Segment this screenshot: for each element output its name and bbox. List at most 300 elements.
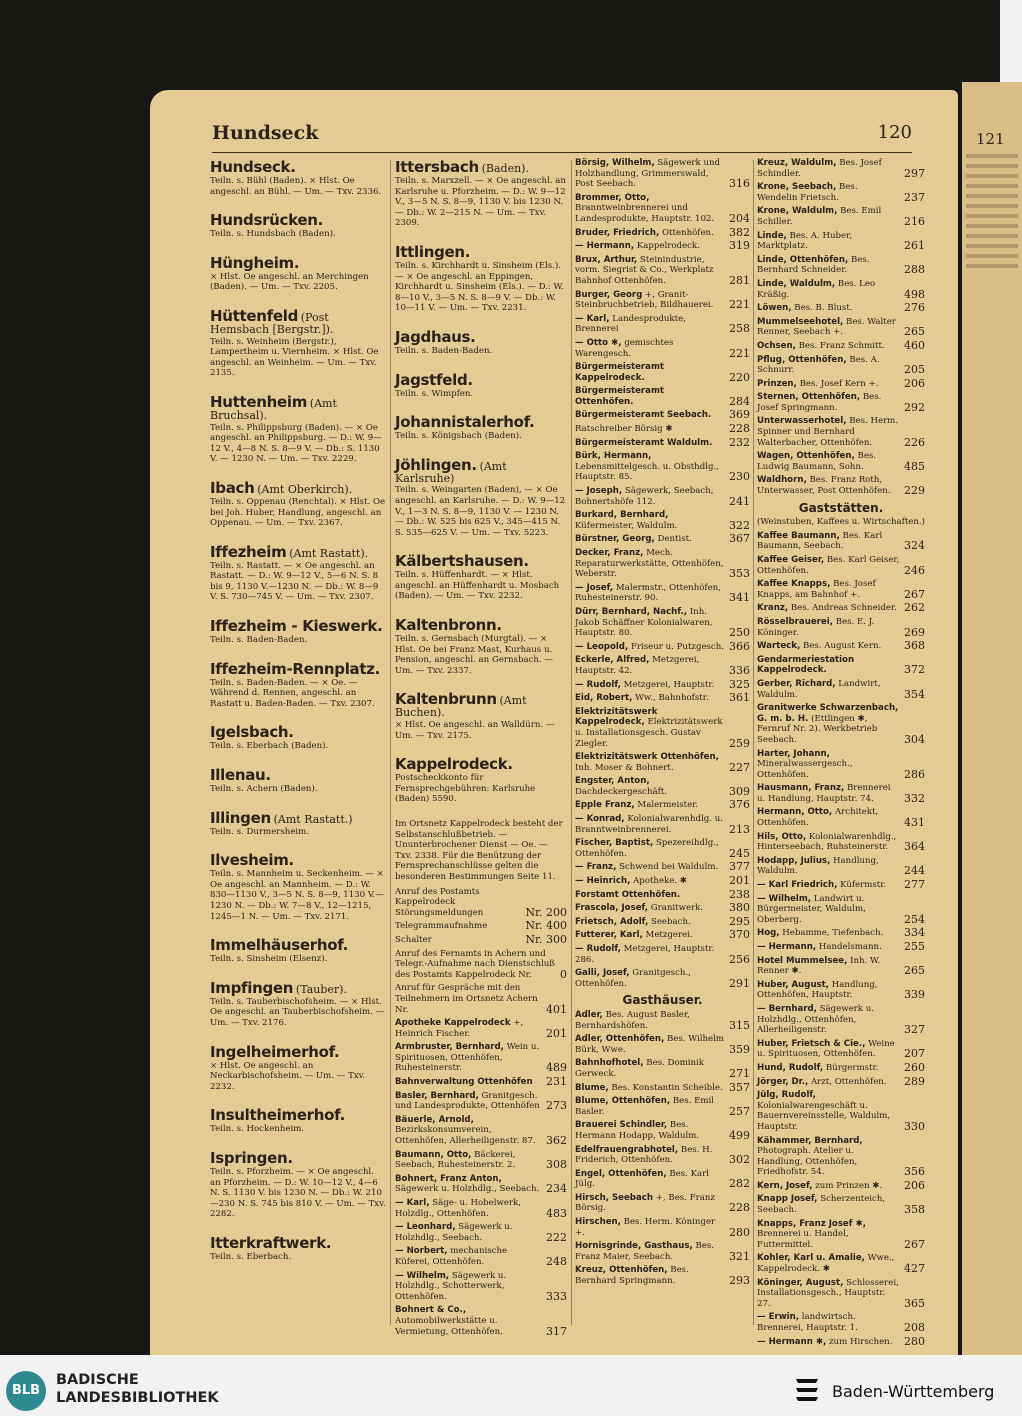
subscriber-details: Inh. Moser & Bohnert. xyxy=(575,762,674,773)
subscriber-name: — Leopold, xyxy=(575,641,629,652)
subscriber-name: — Franz, xyxy=(575,862,617,873)
phone-number: 244 xyxy=(904,864,925,878)
subscriber-details: Ww., Bahnhofstr. xyxy=(635,693,709,704)
phone-number: 308 xyxy=(546,1158,567,1172)
subscriber-details: Kolonialwarenhdlg., Hinterseebach, Ruhsteinerstr. xyxy=(757,831,897,853)
place-qualifier: (Amt Rastatt.) xyxy=(273,812,353,826)
subscriber-entry xyxy=(575,362,750,383)
subscriber-text xyxy=(575,486,725,507)
phone-number: 377 xyxy=(729,860,750,874)
subscriber-text xyxy=(575,1169,725,1190)
subscriber-details: Bes. Josef Schindler. xyxy=(757,158,882,179)
subscriber-text xyxy=(575,438,725,449)
place-entry xyxy=(210,1234,386,1263)
place-name: Ispringen. xyxy=(210,1148,293,1167)
subscriber-entry xyxy=(757,928,925,939)
subscriber-details: Bes. Emil Basler. xyxy=(575,1096,715,1117)
subscriber-details: Bes. Karl Baumann, Seebach. xyxy=(757,530,883,552)
subscriber-name: Hotel Mummelsee, xyxy=(757,955,848,966)
subscriber-details: Bes. Franz Roth, Unterwasser, Post Ottenhöfen. xyxy=(757,475,891,497)
phone-number: 280 xyxy=(729,1225,750,1239)
subscriber-name: Kreuz, Ottenhöfen, xyxy=(575,1265,668,1276)
subscriber-entry xyxy=(575,887,750,901)
subscriber-entry xyxy=(757,980,925,1001)
place-details: Teiln. s. Baden-Baden. — × Oe. — Während d. Rennen, angeschl. an Rastatt u. Baden-Baden. — Txv. 2307. xyxy=(210,677,375,709)
phone-number: 364 xyxy=(904,840,925,854)
subscriber-entry xyxy=(757,783,925,804)
subscriber-entry xyxy=(395,1042,567,1074)
subscriber-name: Elektrizitätswerk Ottenhöfen, xyxy=(575,752,719,763)
subscriber-name: — Karl, xyxy=(575,313,610,324)
subscriber-details: landwirtsch. Brennerei, Hauptstr. 1. xyxy=(757,1312,858,1333)
subscriber-name: Hausmann, Franz, xyxy=(757,783,845,794)
subscriber-name: Bürstner, Georg, xyxy=(575,534,655,545)
subscriber-details: Küfermstr. xyxy=(840,880,887,891)
phone-number: 230 xyxy=(729,470,750,484)
footer-bar xyxy=(0,1355,1000,1416)
subscriber-name: Brommer, Otto, xyxy=(575,192,650,203)
place-entry xyxy=(210,254,386,293)
subscriber-text xyxy=(757,603,900,614)
phone-number: 246 xyxy=(904,563,925,577)
place-details: Teiln. s. Tauberbischofsheim. — × Hlst. Oe angeschl. an Tauberbischofsheim. — Um. — Txv. 2176. xyxy=(210,996,385,1028)
subscriber-text xyxy=(395,1174,542,1195)
subscriber-details: +, Bes. Franz Börsig. xyxy=(575,1192,715,1214)
subscriber-name: Hornisgrinde, Gasthaus, xyxy=(575,1241,693,1252)
subscriber-details: Küfermeister, Waldulm. xyxy=(575,520,678,531)
phone-number: 221 xyxy=(729,298,750,312)
subscriber-entry xyxy=(757,158,925,179)
subscriber-name: Fischer, Baptist, xyxy=(575,838,654,849)
subscriber-details: Bürgermstr. xyxy=(825,1062,879,1073)
phone-number: 216 xyxy=(904,214,925,228)
subscriber-entry xyxy=(575,314,750,335)
phone-number: 201 xyxy=(729,874,750,888)
place-entry xyxy=(210,979,386,1029)
place-entry xyxy=(210,617,386,646)
subscriber-text xyxy=(575,1034,725,1055)
place-qualifier: (Tauber). xyxy=(295,982,347,996)
library-name[interactable] xyxy=(56,1371,219,1407)
phone-number: 208 xyxy=(904,1321,925,1334)
subscriber-name: — Bernhard, xyxy=(757,1003,817,1014)
subscriber-entry xyxy=(575,486,750,507)
subscriber-text xyxy=(757,942,900,953)
subscriber-entry xyxy=(757,880,925,891)
subscriber-text xyxy=(575,968,725,989)
phone-number: 250 xyxy=(729,626,750,640)
subscriber-name: Kreuz, Waldulm, xyxy=(757,158,837,168)
subscriber-text xyxy=(575,876,725,887)
subscriber-details: Bes. Bernhard Schneider. xyxy=(757,254,870,276)
subscriber-text xyxy=(395,1018,542,1039)
subscriber-entry xyxy=(757,338,925,352)
subscriber-entry xyxy=(575,944,750,965)
subscriber-text xyxy=(757,555,900,576)
subscriber-name: Kohler, Karl u. Amalie, xyxy=(757,1253,865,1264)
place-details: Teiln. s. Marxzell. — × Oe angeschl. an Karlsruhe u. Pforzheim. — D.: W. 9—12 V., 3—5 N. S. 8—9, 1130 V. bis 1230 N. — Db.: W. 2—215 N. — Um. — Txv. 2309. xyxy=(395,176,566,229)
place-details: × Hlst. Oe angeschl. an Walldürn. — Um. — Txv. 2175. xyxy=(395,720,555,741)
subscriber-text xyxy=(757,182,900,203)
subscriber-details: Weine u. Spirituosen, Ottenhöfen. xyxy=(757,1038,895,1060)
place-entry xyxy=(395,690,567,741)
phone-number: 261 xyxy=(904,239,925,253)
subscriber-details: Bes. B. Blust. xyxy=(794,303,853,314)
place-entry xyxy=(395,158,567,229)
subscriber-text xyxy=(575,158,725,190)
subscriber-details: Handlung, Waldulm. xyxy=(757,855,879,877)
subscriber-name: Linde, xyxy=(757,230,787,241)
place-details: Teiln. s. Eberbach (Baden). xyxy=(210,741,329,752)
subscriber-name: Waldhorn, xyxy=(757,475,807,486)
subscriber-entry xyxy=(757,679,925,700)
subscriber-entry xyxy=(575,241,750,252)
subscriber-entry xyxy=(575,410,750,421)
subscriber-text xyxy=(395,1271,542,1303)
phone-number: 271 xyxy=(729,1066,750,1080)
subscriber-name: Apotheke Kappelrodeck xyxy=(395,1018,511,1029)
place-name: Huttenheim xyxy=(210,392,308,411)
phone-number: 498 xyxy=(904,287,925,301)
subscriber-text xyxy=(757,531,900,552)
subscriber-name: Ochsen, xyxy=(757,340,796,351)
subscriber-text xyxy=(757,475,900,496)
subscriber-details: Granitgesch. und Landesprodukte, Ottenhöfen xyxy=(395,1090,540,1112)
subscriber-details: Automobilwerkstätte u. Vermietung, Ottenhöfen. xyxy=(395,1315,503,1337)
subscriber-name: Engel, Ottenhöfen, xyxy=(575,1168,667,1179)
subscriber-entry xyxy=(757,1219,925,1251)
subscriber-text xyxy=(395,1305,542,1337)
place-name: Hüngheim. xyxy=(210,253,300,272)
state-name[interactable]: Baden-Württemberg xyxy=(832,1382,995,1401)
subscriber-details: Inh. W. Renner ✱. xyxy=(757,955,881,977)
subscriber-entry xyxy=(757,317,925,338)
subscriber-details: Sägewerk u. Holzhdlg., Ottenhöfen, Allerheiligenstr. xyxy=(757,1003,874,1036)
subscriber-details: Ratschreiber Börsig ✱ xyxy=(575,424,673,435)
phone-number: 295 xyxy=(729,914,750,928)
place-entry xyxy=(210,158,386,197)
subscriber-entry xyxy=(575,1080,750,1094)
phone-number: 362 xyxy=(546,1134,567,1148)
place-details: Teiln. s. Achern (Baden). xyxy=(210,784,318,795)
subscriber-entry xyxy=(575,607,750,639)
subscriber-text xyxy=(757,1181,900,1192)
subscriber-text xyxy=(395,921,521,932)
phone-number: 316 xyxy=(729,177,750,191)
subscriber-name: Köninger, August, xyxy=(757,1277,844,1288)
subscriber-details: (Ettlingen ✱, Fernruf Nr. 2). Werkbetrieb Seebach. xyxy=(757,713,878,745)
subscriber-name: Eid, Robert, xyxy=(575,693,633,704)
subscriber-entry xyxy=(757,1004,925,1036)
place-entry xyxy=(210,1149,386,1220)
place-details: Teiln. s. Königsbach (Baden). xyxy=(395,431,522,442)
subscriber-text xyxy=(575,1120,725,1141)
subscriber-details: Inh. Jakob Schäffner Kolonialwaren, Hauptstr. 80. xyxy=(575,606,713,639)
place-name: Johannistalerhof. xyxy=(395,413,535,432)
subscriber-details: Steinindustrie, vorm. Siegrist & Co., Werkplatz Bahnhof Ottenhöfen. xyxy=(575,254,714,286)
subscriber-name: Hodapp, Julius, xyxy=(757,855,831,866)
subscriber-text xyxy=(575,693,725,704)
subscriber-text xyxy=(395,935,521,946)
phone-number: 367 xyxy=(729,532,750,546)
subscriber-name: Bahnhofhotel, xyxy=(575,1058,644,1069)
subscriber-name: Blume, Ottenhöfen, xyxy=(575,1096,671,1107)
place-entry xyxy=(395,552,567,602)
place-details: Teiln. s. Hundsbach (Baden). xyxy=(210,229,336,240)
subscriber-details: Sägewerk und Holzhandlung, Grimmerswald, Post Seebach. xyxy=(575,158,721,190)
subscriber-name: Löwen, xyxy=(757,303,792,314)
phone-number: 201 xyxy=(546,1026,567,1040)
column-3 xyxy=(575,158,750,1333)
subscriber-name: Krone, Waldulm, xyxy=(757,206,838,217)
section-heading: Gasthäuser. xyxy=(622,993,703,1008)
subscriber-entry xyxy=(575,193,750,225)
subscriber-details: Bes. Josef Kern +. xyxy=(799,378,879,389)
subscriber-text xyxy=(757,231,900,252)
subscriber-entry xyxy=(395,1018,567,1039)
subscriber-details: Bäckerei, Seebach, Ruhesteinerstr. 2. xyxy=(395,1149,516,1171)
subscriber-text xyxy=(575,338,725,359)
directory-page xyxy=(150,90,958,1355)
subscriber-entry xyxy=(395,887,567,919)
subscriber-name: Baumann, Otto, xyxy=(395,1149,472,1160)
phone-number: 339 xyxy=(904,988,925,1002)
subscriber-text xyxy=(757,980,900,1001)
subscriber-name: Hermann, Otto, xyxy=(757,807,833,818)
subscriber-entry xyxy=(575,1241,750,1262)
subscriber-details: Sägewerk u. Holzhdlg., Seebach. xyxy=(395,1222,513,1243)
subscriber-name: Wagen, Ottenhöfen, xyxy=(757,451,855,462)
subscriber-details: Bes. August Basler, Bernhardshöfen. xyxy=(575,1009,690,1031)
subscriber-name: Warteck, xyxy=(757,641,801,652)
subscriber-text xyxy=(757,749,900,781)
phone-number: 317 xyxy=(546,1324,567,1338)
subscriber-entry xyxy=(575,1096,750,1117)
subscriber-name: Linde, Waldulm, xyxy=(757,278,836,289)
subscriber-entry xyxy=(395,932,567,946)
phone-number: 204 xyxy=(729,211,750,225)
subscriber-entry xyxy=(575,1120,750,1141)
subscriber-name: Bürk, Hermann, xyxy=(575,451,652,462)
subscriber-name: Burkard, Bernhard, xyxy=(575,510,669,521)
subscriber-entry xyxy=(395,1246,567,1267)
subscriber-name: Knapp Josef, xyxy=(757,1194,818,1205)
phone-number: 319 xyxy=(729,239,750,253)
place-entry xyxy=(210,1106,386,1135)
place-name: Impfingen xyxy=(210,978,294,997)
blb-logo-icon[interactable]: BLB xyxy=(6,1371,46,1411)
phone-number: 228 xyxy=(729,422,750,436)
subscriber-text xyxy=(757,303,900,314)
subscriber-text xyxy=(395,1115,542,1147)
subscriber-entry xyxy=(757,451,925,472)
place-details: Postscheckkonto für Fernsprechgebühren: Karlsruhe (Baden) 5590. xyxy=(395,773,536,805)
subscriber-name: Bahnverwaltung Ottenhöfen xyxy=(395,1077,533,1088)
subscriber-name: Blume, xyxy=(575,1082,609,1093)
subscriber-entry xyxy=(395,1271,567,1303)
subscriber-name: Epple Franz, xyxy=(575,800,635,811)
subscriber-details: Architekt, Ottenhöfen. xyxy=(757,807,879,829)
subscriber-name: Bürgermeisteramt Waldulm. xyxy=(575,437,713,448)
subscriber-name: Adler, xyxy=(575,1009,603,1020)
phone-number: 259 xyxy=(729,736,750,750)
subscriber-entry xyxy=(395,1077,567,1088)
subscriber-name: Burger, Georg xyxy=(575,289,643,300)
subscriber-entry xyxy=(757,579,925,600)
subscriber-details: Bes. Wilhelm Bürk, Wwe. xyxy=(575,1034,724,1055)
subscriber-name: — Karl, xyxy=(395,1198,430,1208)
subscriber-text xyxy=(757,856,900,877)
subscriber-entry xyxy=(575,424,750,435)
subscriber-details: Bes. Leo Kräßig. xyxy=(757,278,876,300)
subscriber-entry xyxy=(757,655,925,676)
place-details: Teiln. s. Rastatt. — × Oe angeschl. an Rastatt. — D.: W. 9—12 V., 5—6 N. S. 8 bis 9, 1130 V.—1230 N. — Db.: W. 8—9 V. S. 730—745 V. — Um. — Txv. 2307. xyxy=(210,560,379,603)
subscriber-text xyxy=(395,1222,542,1243)
subscriber-text xyxy=(757,392,900,413)
place-details: Teiln. s. Durmersheim. xyxy=(210,826,310,837)
phone-number: 330 xyxy=(904,1119,925,1133)
subscriber-entry xyxy=(575,968,750,989)
subscriber-name: Engster, Anton, xyxy=(575,776,650,787)
subscriber-details: Granitgesch., Ottenhöfen. xyxy=(575,968,691,989)
place-details: Teiln. s. Weingarten (Baden), — × Oe angeschl. an Karlsruhe. — D.: W. 9—12 V., 1—3 N. S. 8—9, 1130 V. — 1230 N. — Db.: W. 525 bis 625 V., 345—415 N. S. 535—625 V. — Um. — Txv. 5223. xyxy=(395,485,566,538)
subscriber-details: Bes. Ludwig Baumann, Sohn. xyxy=(757,451,877,472)
subscriber-entry xyxy=(575,510,750,531)
subscriber-name: Harter, Johann, xyxy=(757,748,830,759)
subscriber-name: Dürr, Bernhard, Nachf., xyxy=(575,606,688,617)
subscriber-entry xyxy=(575,534,750,545)
subscriber-entry xyxy=(757,1060,925,1074)
place-name: Kaltenbronn. xyxy=(395,616,502,635)
subscriber-text xyxy=(575,707,725,749)
phone-number: 297 xyxy=(904,166,925,180)
phone-number: 370 xyxy=(729,928,750,942)
subscriber-text xyxy=(395,983,542,1015)
subscriber-text xyxy=(575,410,725,421)
place-details: Teiln. s. Eberbach. xyxy=(210,1251,292,1262)
subscriber-details: Bes. H. Friderich, Ottenhöfen. xyxy=(575,1144,713,1166)
subscriber-name: Hog, xyxy=(757,928,780,939)
phone-number: 369 xyxy=(729,408,750,422)
place-details: × Hlst. Oe angeschl. an Merchingen (Baden). — Um. — Txv. 2205. xyxy=(210,271,369,293)
subscriber-details: Bes. Franz Schmitt. xyxy=(798,340,885,351)
subscriber-text xyxy=(757,617,900,638)
subscriber-text xyxy=(575,241,725,252)
phone-number: 315 xyxy=(729,1018,750,1032)
subscriber-text xyxy=(757,1219,900,1251)
subscriber-name: Armbruster, Bernhard, xyxy=(395,1042,504,1053)
subscriber-entry xyxy=(757,856,925,877)
subscriber-entry xyxy=(575,693,750,704)
subscriber-text xyxy=(575,193,725,225)
phone-number: 336 xyxy=(729,663,750,677)
phone-number: 256 xyxy=(729,952,750,966)
subscriber-entry xyxy=(757,1136,925,1178)
column-rule xyxy=(753,160,754,1325)
subscriber-text xyxy=(757,1039,900,1060)
subscriber-entry xyxy=(757,749,925,781)
place-details: Teiln. s. Baden-Baden. xyxy=(395,345,493,356)
subscriber-details: Bes. Andreas Schneider. xyxy=(790,603,897,614)
subscriber-details: Handelsmann. xyxy=(818,942,882,952)
subscriber-text xyxy=(575,655,725,676)
page-header xyxy=(212,122,912,153)
subscriber-text xyxy=(575,944,725,965)
subscriber-details: mechanische Küferei, Ottenhöfen. xyxy=(395,1246,508,1267)
subscriber-name: — Heinrich, xyxy=(575,876,631,887)
place-name: Itterkraftwerk. xyxy=(210,1233,332,1252)
subscriber-text xyxy=(575,1145,725,1166)
subscriber-name: Granitwerke Schwarzenbach, G. m. b. H. xyxy=(757,703,899,724)
subscriber-name: — Hermann, xyxy=(757,942,817,952)
subscriber-name: — Erwin, xyxy=(757,1312,799,1323)
place-entry xyxy=(395,328,567,357)
phone-number: 292 xyxy=(904,400,925,414)
subscriber-entry xyxy=(757,279,925,300)
subscriber-text xyxy=(575,814,725,835)
column-rule xyxy=(390,160,391,1325)
phone-number: 232 xyxy=(729,435,750,449)
subscriber-name: — Rudolf, xyxy=(575,679,621,690)
subscriber-details: Ottenhöfen. xyxy=(662,227,714,238)
place-name: Ingelheimerhof. xyxy=(210,1042,340,1061)
place-details: Teiln. s. Kirchhardt u. Sinsheim (Els.). — × Oe angeschl. an Eppingen, Kirchhardt u. Sinsheim (Els.). — D.: W. 8—10 V., 3—5 N. S. 8—9 V. — Db.: W. 10—11 V. — Um. — Txv. 2231. xyxy=(395,260,564,314)
place-qualifier: (Amt Oberkirch). xyxy=(257,482,353,496)
phone-number: 273 xyxy=(546,1099,567,1113)
subscriber-details: Anruf für Gespräche mit den Teilnehmern im Ortsnetz Achern Nr. xyxy=(395,983,538,1015)
subscriber-name: — Hermann, xyxy=(575,241,635,252)
place-details: Teiln. s. Mannheim u. Seckenheim. — × Oe angeschl. an Mannheim. — D.: W. 830—1130 V., 3—5 N. S. 8—9, 1130 V.—1230 N. — Db.: W. 7—8 V., 12—1215, 1245—1 N. — Um. — Txv. 2171. xyxy=(210,869,384,922)
subscriber-details: Dentist. xyxy=(657,534,692,545)
subscriber-entry xyxy=(575,435,750,449)
phone-number: 265 xyxy=(904,325,925,339)
subscriber-details: Sägewerk u. Holzhdlg., Schotterwerk, Ottenhöfen. xyxy=(395,1270,507,1302)
place-entry xyxy=(395,413,567,442)
subscriber-text xyxy=(757,317,900,338)
subscriber-name: Mummelseehotel, xyxy=(757,316,844,327)
subscriber-details: +, Heinrich Fischer. xyxy=(395,1018,524,1039)
subscriber-text xyxy=(757,1312,900,1333)
subscriber-text xyxy=(757,1253,900,1274)
phone-number: 228 xyxy=(729,1201,750,1215)
library-name-line1: BADISCHE xyxy=(56,1372,139,1388)
subscriber-text xyxy=(757,579,900,600)
subscriber-entry xyxy=(575,255,750,287)
phone-number: 427 xyxy=(904,1262,925,1276)
subscriber-text xyxy=(757,255,900,276)
place-qualifier: (Amt Karlsruhe) xyxy=(395,459,507,485)
subscriber-text xyxy=(757,1004,900,1036)
place-entry xyxy=(395,243,567,314)
phone-number: 293 xyxy=(729,1274,750,1288)
place-entry xyxy=(210,543,386,603)
place-name: Kälbertshausen. xyxy=(395,552,529,571)
subscriber-name: Jülg, Rudolf, xyxy=(757,1090,816,1101)
subscriber-entry xyxy=(575,838,750,859)
subscriber-name: Krone, Seebach, xyxy=(757,182,837,193)
subscriber-entry xyxy=(395,1174,567,1195)
phone-number: 265 xyxy=(904,964,925,978)
subscriber-text xyxy=(575,1083,725,1094)
subscriber-text xyxy=(575,800,725,811)
subscriber-details: Schalter xyxy=(395,934,432,945)
subscriber-details: Malermeister. xyxy=(637,800,699,811)
subscriber-name: Futterer, Karl, xyxy=(575,930,643,941)
subscriber-details: Bes. Franz Maier, Seebach. xyxy=(575,1241,714,1262)
subscriber-name: Eckerle, Alfred, xyxy=(575,655,650,666)
place-details: Teiln. s. Oppenau (Renchtal). × Hlst. Oe bei Joh. Huber, Handlung, angeschl. an Oppenau. — Um. — Txv. 2367. xyxy=(210,496,386,529)
subscriber-entry xyxy=(575,158,750,190)
